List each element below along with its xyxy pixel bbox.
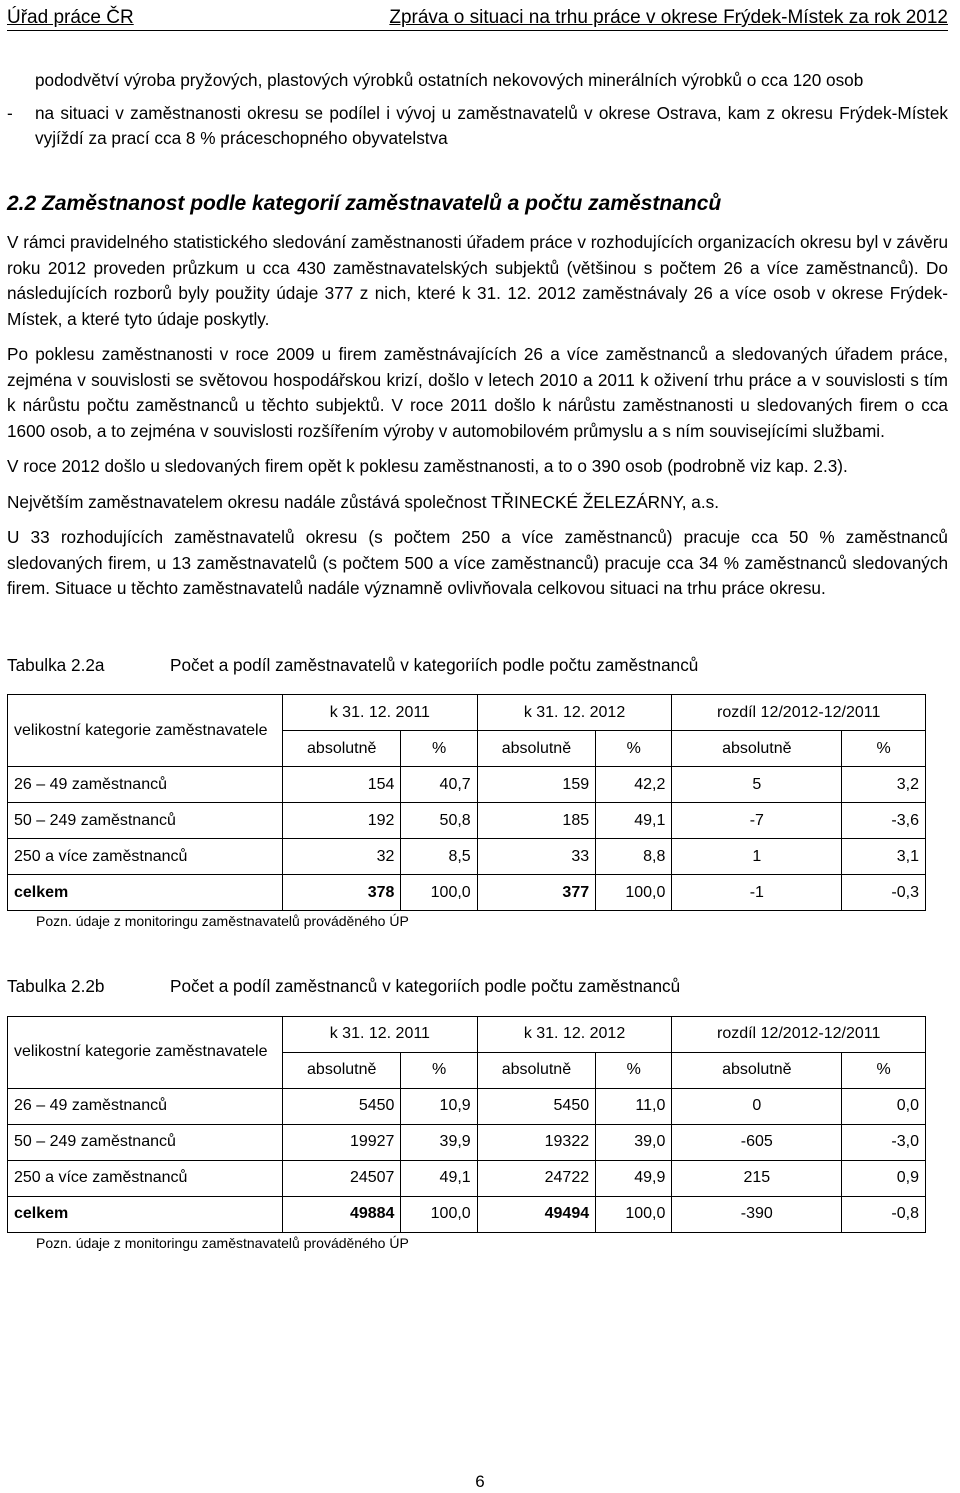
subhead: % (596, 731, 672, 767)
group-head-2011: k 31. 12. 2011 (283, 1016, 478, 1052)
corner-cell: velikostní kategorie zaměstnavatele (8, 695, 283, 767)
table-row (8, 1124, 926, 1160)
cell: 0,9 (842, 1160, 926, 1196)
subhead: % (842, 731, 926, 767)
table-b-caption (7, 974, 948, 1000)
cell: -7 (672, 803, 842, 839)
cell: 39,9 (401, 1124, 477, 1160)
cell: -390 (672, 1196, 842, 1232)
group-head-2011: k 31. 12. 2011 (283, 695, 478, 731)
row-label: celkem (8, 875, 283, 911)
table-b-number: Tabulka 2.2b (7, 976, 105, 996)
cell: 40,7 (401, 767, 477, 803)
row-label: 250 a více zaměstnanců (8, 839, 283, 875)
paragraph-2: Po poklesu zaměstnanosti v roce 2009 u firem zaměstnávajících 26 a více zaměstnanců a sledovaných úřadem práce, zejména v souvislosti se světovou hospodářskou krizí, došlo v letech 2010 a 2011 k oživení trhu práce a v souvislosti s tím k nárůstu počtu zaměstnanců u těchto subjektů. V roce 2011 došlo k nárůstu zaměstnanosti u sledovaných firem o cca 1600 osob, a to zejména v souvislosti rozšířením výroby v automobilovém průmyslu a s ním souvisejícími službami. (7, 344, 948, 441)
cell: 11,0 (596, 1088, 672, 1124)
row-label: 26 – 49 zaměstnanců (8, 767, 283, 803)
cell: 49884 (283, 1196, 401, 1232)
table-row (8, 1160, 926, 1196)
intro-bullet (7, 101, 948, 152)
bullet-text: na situaci v zaměstnanosti okresu se podílel i vývoj u zaměstnavatelů v okrese Ostrava, kam z okresu Frýdek-Místek vyjíždí za prací cca 8 % práceschopného obyvatelstva (35, 102, 948, 148)
subhead: % (401, 731, 477, 767)
cell: 215 (672, 1160, 842, 1196)
table-row (8, 1088, 926, 1124)
cell: 39,0 (596, 1124, 672, 1160)
group-head-diff: rozdíl 12/2012-12/2011 (672, 1016, 926, 1052)
cell: 3,2 (842, 767, 926, 803)
header-report-title: Zpráva o situaci na trhu práce v okrese Frýdek-Místek za rok 2012 (389, 7, 948, 28)
cell: -0,8 (842, 1196, 926, 1232)
page-content (7, 68, 948, 1252)
cell: 49,1 (596, 803, 672, 839)
row-label: 50 – 249 zaměstnanců (8, 1124, 283, 1160)
table-a-caption (7, 653, 948, 679)
cell: 100,0 (401, 875, 477, 911)
row-label: 250 a více zaměstnanců (8, 1160, 283, 1196)
cell: 5450 (283, 1088, 401, 1124)
cell: 8,5 (401, 839, 477, 875)
group-head-2012: k 31. 12. 2012 (477, 1016, 672, 1052)
page-number: 6 (475, 1472, 485, 1491)
table-row (8, 767, 926, 803)
cell: -1 (672, 875, 842, 911)
paragraph-5: U 33 rozhodujících zaměstnavatelů okresu (s počtem 250 a více zaměstnanců) pracuje cca 50 % zaměstnanců sledovaných firem, u 13 zaměstnavatelů (s počtem 500 a více zaměstnanců) pracuje cca 34 % zaměstnanců sledovaných firem. Situace u těchto zaměstnavatelů nadále významně ovlivňovala celkovou situaci na trhu práce okresu. (7, 527, 948, 598)
cell: -605 (672, 1124, 842, 1160)
table-row (8, 839, 926, 875)
cell: 0,0 (842, 1088, 926, 1124)
group-head-2012: k 31. 12. 2012 (477, 695, 672, 731)
cell: -0,3 (842, 875, 926, 911)
table-row (8, 803, 926, 839)
page-header (7, 4, 948, 31)
cell: 19927 (283, 1124, 401, 1160)
table-a-number: Tabulka 2.2a (7, 654, 105, 675)
cell: 100,0 (596, 875, 672, 911)
cell: 42,2 (596, 767, 672, 803)
table-total-row (8, 1196, 926, 1232)
cell: -3,6 (842, 803, 926, 839)
cell: 50,8 (401, 803, 477, 839)
cell: 24722 (477, 1160, 595, 1196)
cell: 100,0 (596, 1196, 672, 1232)
subhead: % (401, 1052, 477, 1088)
table-header-row (8, 695, 926, 731)
header-office: Úřad práce ČR (7, 7, 134, 28)
table-a-note: Pozn. údaje z monitoringu zaměstnavatelů prováděného ÚP (36, 913, 409, 929)
bullet-dash: - (7, 102, 13, 123)
cell: 154 (283, 767, 401, 803)
subhead: absolutně (283, 1052, 401, 1088)
cell: 33 (477, 839, 595, 875)
cell: 32 (283, 839, 401, 875)
cell: 377 (477, 875, 595, 911)
cell: 19322 (477, 1124, 595, 1160)
paragraph-3: V roce 2012 došlo u sledovaných firem opět k poklesu zaměstnanosti, a to o 390 osob (podrobně viz kap. 2.3). (7, 456, 848, 476)
table-b-note: Pozn. údaje z monitoringu zaměstnavatelů prováděného ÚP (36, 1234, 409, 1251)
subhead: absolutně (477, 1052, 595, 1088)
cell: -3,0 (842, 1124, 926, 1160)
cell: 1 (672, 839, 842, 875)
cell: 159 (477, 767, 595, 803)
cell: 49494 (477, 1196, 595, 1232)
subhead: absolutně (672, 1052, 842, 1088)
subhead: absolutně (477, 731, 595, 767)
cell: 5450 (477, 1088, 595, 1124)
cell: 185 (477, 803, 595, 839)
cell: 192 (283, 803, 401, 839)
subhead: absolutně (672, 731, 842, 767)
section-heading: 2.2 Zaměstnanost podle kategorií zaměstnavatelů a počtu zaměstnanců (7, 191, 722, 215)
row-label: 26 – 49 zaměstnanců (8, 1088, 283, 1124)
subhead: % (596, 1052, 672, 1088)
table-b-title: Počet a podíl zaměstnanců v kategoriích podle počtu zaměstnanců (170, 976, 681, 996)
cell: 49,1 (401, 1160, 477, 1196)
subhead: absolutně (283, 731, 401, 767)
table-total-row (8, 875, 926, 911)
intro-continuation: pododvětví výroba pryžových, plastových výrobků ostatních nekovových minerálních výrobků o cca 120 osob (35, 70, 864, 90)
table-header-row (8, 1016, 926, 1052)
cell: 10,9 (401, 1088, 477, 1124)
paragraph-4: Největším zaměstnavatelem okresu nadále zůstává společnost TŘINECKÉ ŽELEZÁRNY, a.s. (7, 491, 719, 512)
table-b (7, 1016, 926, 1233)
corner-cell: velikostní kategorie zaměstnavatele (8, 1016, 283, 1088)
group-head-diff: rozdíl 12/2012-12/2011 (672, 695, 926, 731)
row-label: 50 – 249 zaměstnanců (8, 803, 283, 839)
table-a-title: Počet a podíl zaměstnavatelů v kategoriích podle počtu zaměstnanců (170, 654, 699, 675)
cell: 3,1 (842, 839, 926, 875)
table-a (7, 694, 926, 911)
row-label: celkem (8, 1196, 283, 1232)
paragraph-1: V rámci pravidelného statistického sledování zaměstnanosti úřadem práce v rozhodujících organizacích okresu byl v závěru roku 2012 proveden průzkum u cca 430 zaměstnavatelských subjektů (většinou s počtem 26 a více zaměstnanců). Do následujících rozborů byly použity údaje 377 z nich, které k 31. 12. 2012 zaměstnávaly 26 a více osob v okrese Frýdek-Místek, a které tyto údaje poskytly. (7, 232, 949, 329)
subhead: % (842, 1052, 926, 1088)
cell: 100,0 (401, 1196, 477, 1232)
cell: 378 (283, 875, 401, 911)
cell: 24507 (283, 1160, 401, 1196)
cell: 49,9 (596, 1160, 672, 1196)
cell: 0 (672, 1088, 842, 1124)
cell: 5 (672, 767, 842, 803)
cell: 8,8 (596, 839, 672, 875)
